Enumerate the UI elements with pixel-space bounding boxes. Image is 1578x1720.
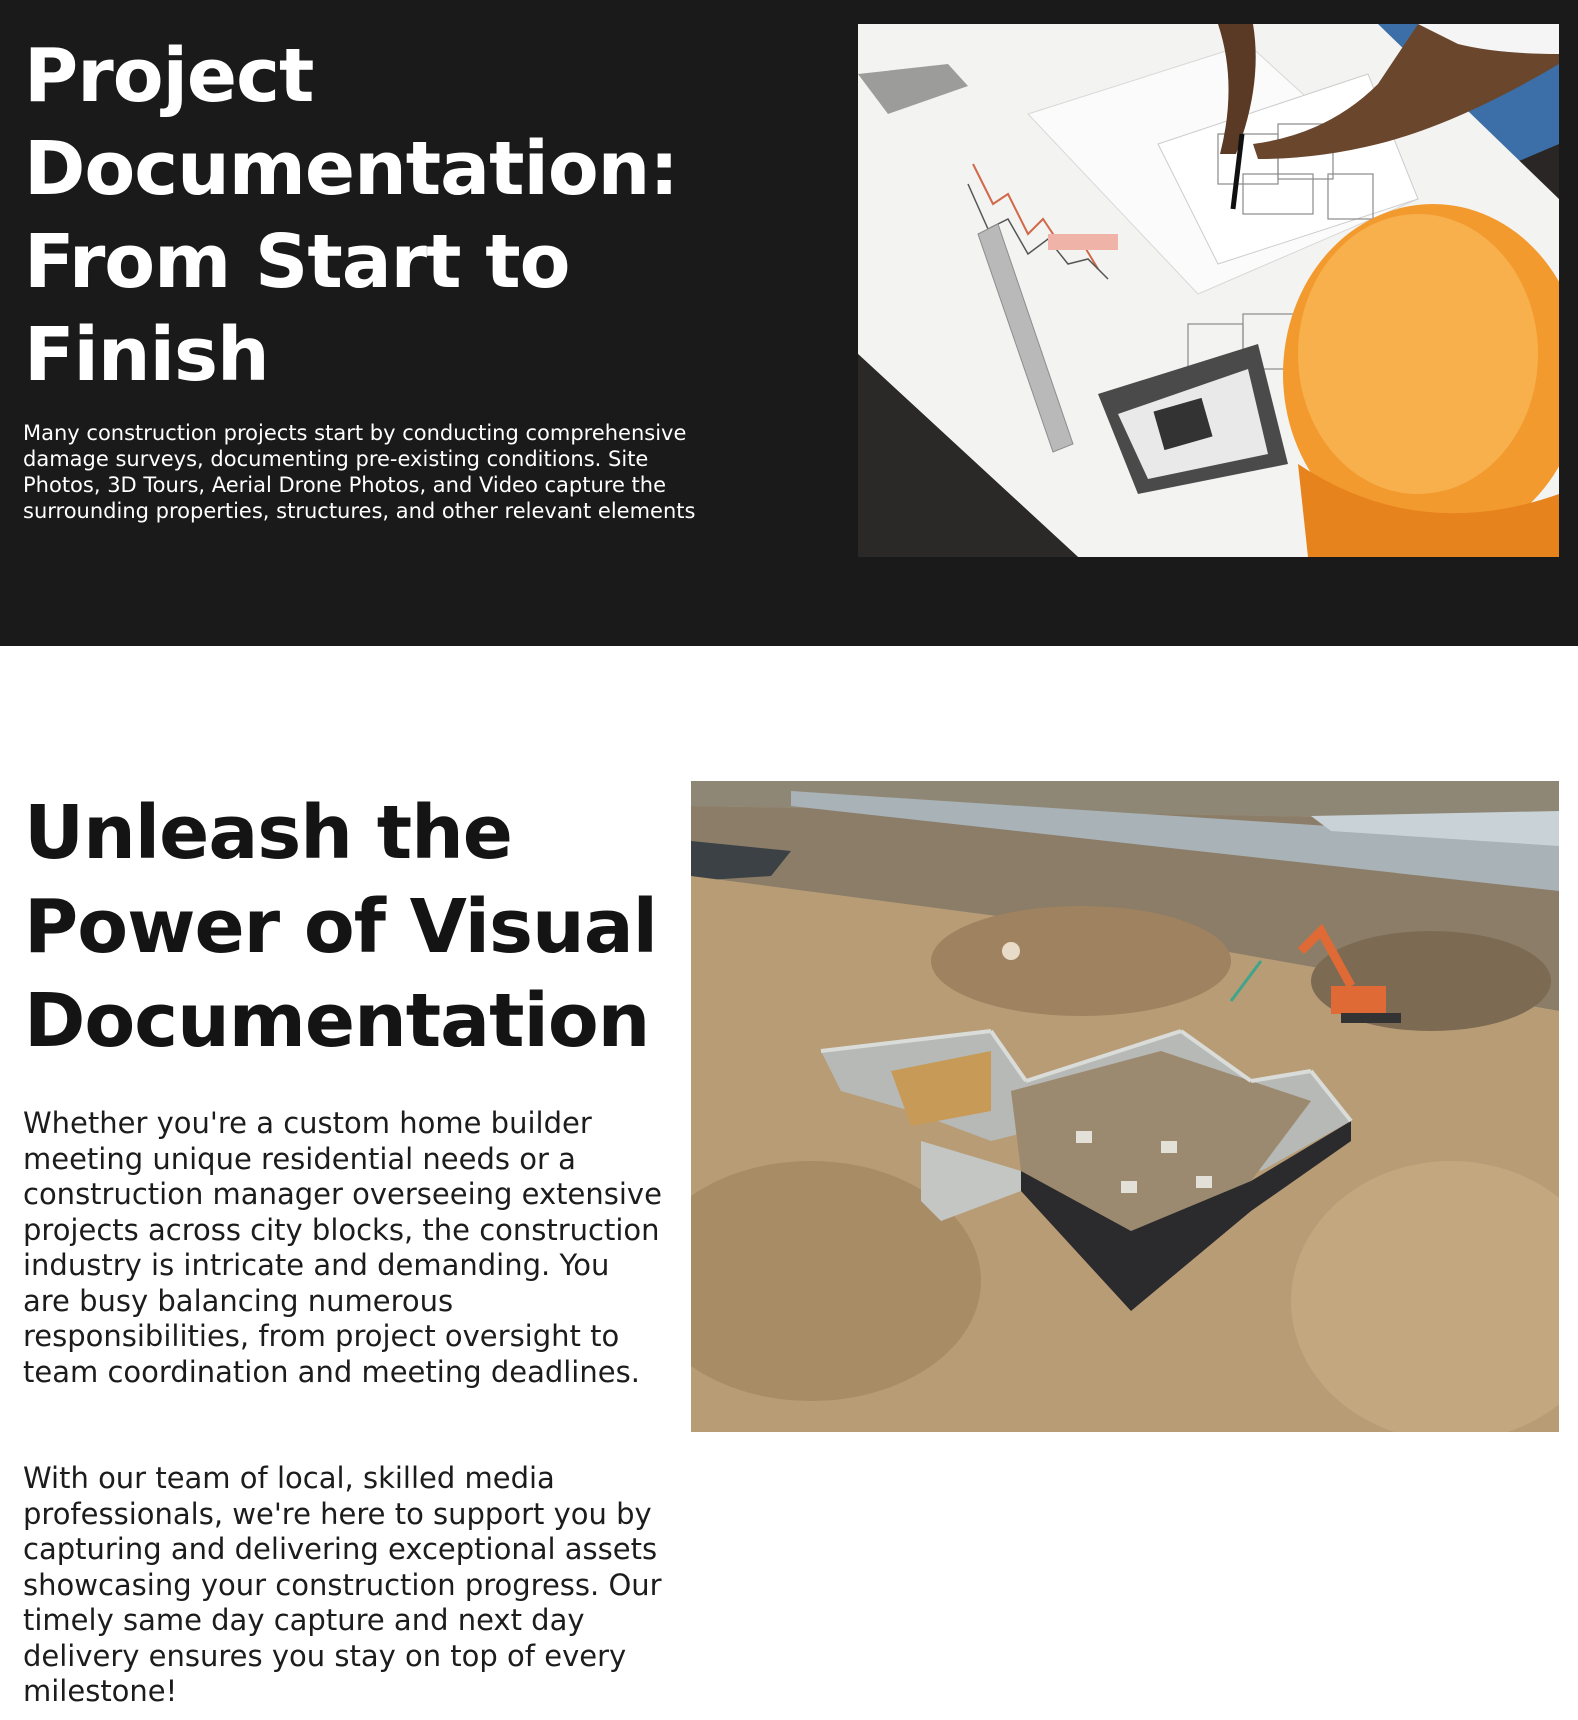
hero-description: Many construction projects start by conducting comprehensive damage surveys, documenting pre-existing conditions. Site Photos, 3D Tours, Aerial Drone Photos, and Video capture the surrounding properties, structures, and other relevant elements: [23, 421, 696, 523]
hero-section: [0, 0, 1578, 646]
visual-documentation-section: [0, 646, 1578, 1720]
hero-title: Project Documentation: From Start to Finish: [24, 33, 678, 398]
blueprint-photo-icon: [858, 24, 1559, 557]
blueprint-photo: [858, 24, 1559, 557]
visual-paragraph-2: With our team of local, skilled media professionals, we're here to support you by capturing and delivering exceptional assets showcasing your construction progress. Our timely same day capture and next day delivery ensures you stay on top of every milestone!: [23, 1461, 662, 1708]
construction-site-photo: [691, 781, 1559, 1432]
visual-paragraph-1: Whether you're a custom home builder meeting unique residential needs or a construction manager overseeing extensive projects across city blocks, the construction industry is intricate and demanding. You are busy balancing numerous responsibilities, from project oversight to team coordination and meeting deadlines.: [23, 1106, 662, 1389]
foundation-photo-icon: [691, 781, 1559, 1432]
visual-title: Unleash the Power of Visual Documentation: [24, 790, 658, 1064]
